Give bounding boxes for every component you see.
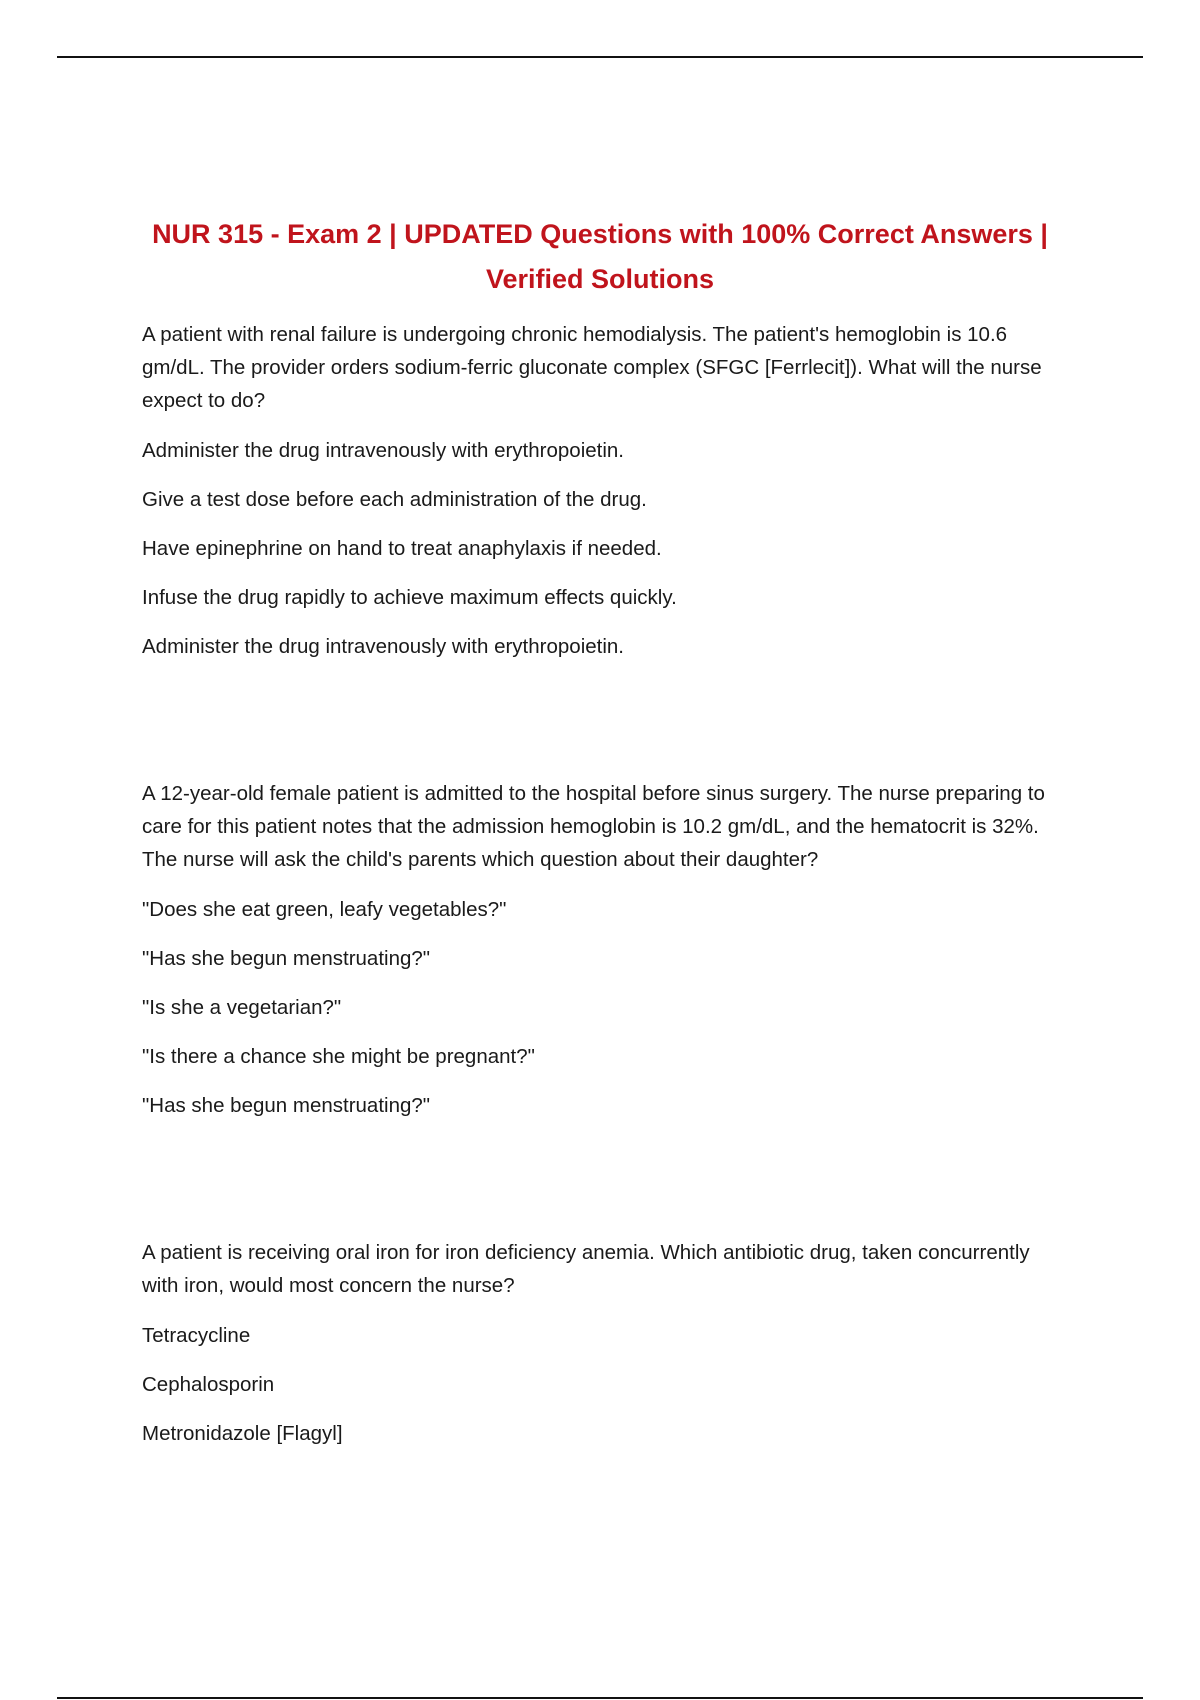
question-1-option: Administer the drug intravenously with erythropoietin. xyxy=(142,439,624,462)
question-1-options xyxy=(142,434,1062,679)
question-2-option: "Is there a chance she might be pregnant?" xyxy=(142,1045,535,1068)
footer-rule xyxy=(57,1697,1143,1699)
question-2-option: "Has she begun menstruating?" xyxy=(142,947,431,970)
question-3-option: Metronidazole [Flagyl] xyxy=(142,1422,343,1445)
document-title: NUR 315 - Exam 2 | UPDATED Questions with 100% Correct Answers | Verified Solutions xyxy=(152,219,1048,294)
question-3-option: Cephalosporin xyxy=(142,1373,275,1396)
question-2-option: "Is she a vegetarian?" xyxy=(142,996,342,1019)
question-2-answer: "Has she begun menstruating?" xyxy=(142,1094,431,1117)
header-rule xyxy=(57,56,1143,58)
question-3-option: Tetracycline xyxy=(142,1324,251,1347)
question-1-option: Give a test dose before each administration of the drug. xyxy=(142,488,647,511)
question-1-option: Infuse the drug rapidly to achieve maximum effects quickly. xyxy=(142,586,677,609)
question-1-text: A patient with renal failure is undergoing chronic hemodialysis. The patient's hemoglobin is 10.6 gm/dL. The provider orders sodium-ferric gluconate complex (SFGC [Ferrlecit]). What will the nurse expect to do? xyxy=(142,323,1042,412)
question-2-text: A 12-year-old female patient is admitted to the hospital before sinus surgery. The nurse preparing to care for this patient notes that the admission hemoglobin is 10.2 gm/dL, and the hematocrit is 32%. The nurse will ask the child's parents which question about their daughter? xyxy=(142,782,1045,871)
question-2-option: "Does she eat green, leafy vegetables?" xyxy=(142,898,507,921)
question-2-options xyxy=(142,893,1062,1138)
question-3-options xyxy=(142,1319,1062,1466)
question-3-text: A patient is receiving oral iron for iron deficiency anemia. Which antibiotic drug, taken concurrently with iron, would most concern the nurse? xyxy=(142,1241,1030,1297)
question-1-answer: Administer the drug intravenously with erythropoietin. xyxy=(142,635,624,658)
question-1-option: Have epinephrine on hand to treat anaphylaxis if needed. xyxy=(142,537,662,560)
